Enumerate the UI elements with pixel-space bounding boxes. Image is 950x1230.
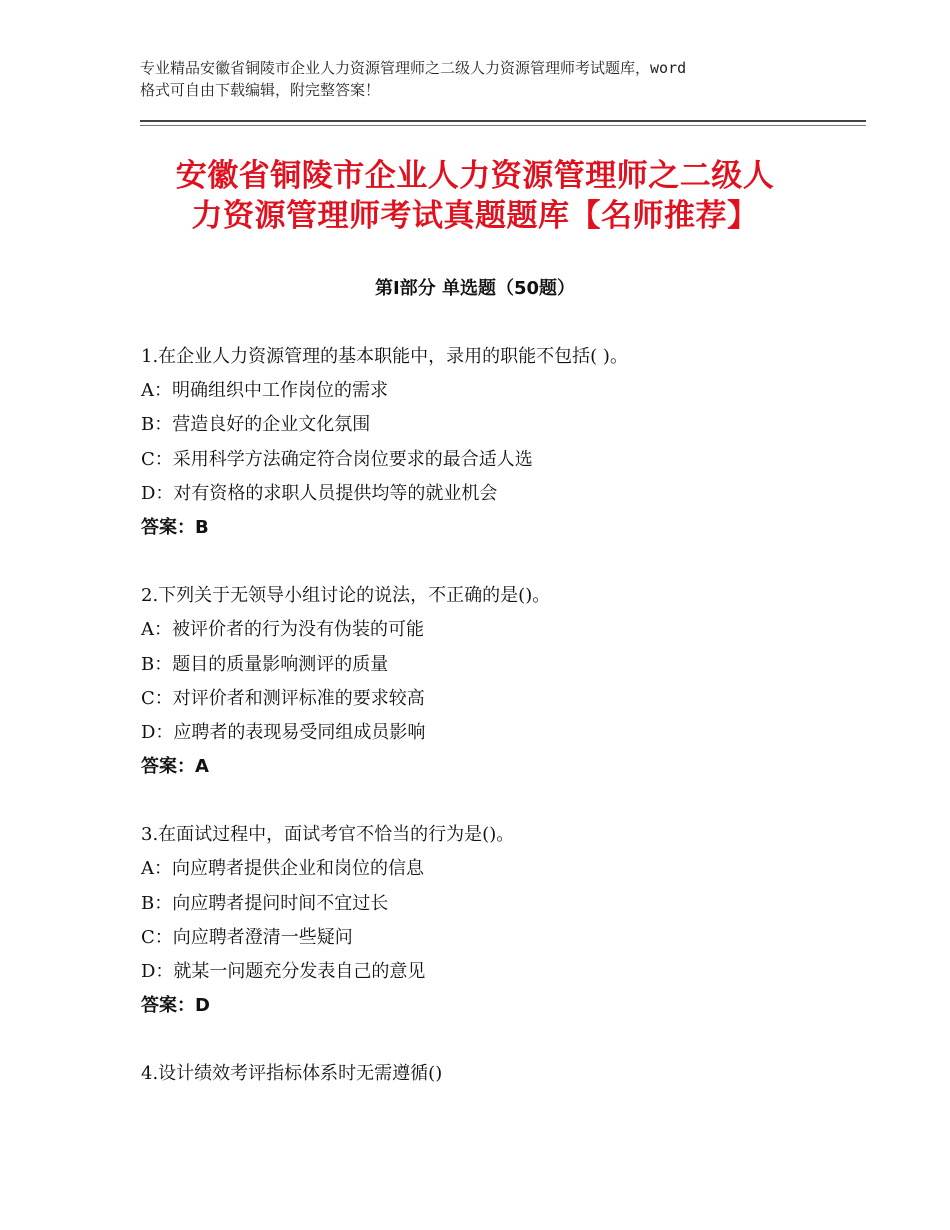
section-heading: 第Ⅰ部分 单选题（50题） — [374, 278, 575, 299]
question-stem: 4.设计绩效考评指标体系时无需遵循() — [141, 1063, 443, 1085]
option-c: C：采用科学方法确定符合岗位要求的最合适人选 — [141, 448, 533, 470]
answer: 答案：A — [141, 756, 209, 778]
question-list — [141, 340, 861, 1126]
question-stem: 2.下列关于无领导小组讨论的说法，不正确的是()。 — [141, 585, 551, 607]
option-a: A：被评价者的行为没有伪装的可能 — [141, 619, 424, 641]
document-title-line-2: 力资源管理师考试真题题库【名师推荐】 — [191, 198, 759, 234]
header-note-line-2: 格式可自由下载编辑，附完整答案！ — [140, 81, 381, 99]
question-1 — [141, 340, 861, 545]
option-b: B：题目的质量影响测评的质量 — [141, 653, 389, 675]
question-3 — [141, 818, 861, 1023]
option-d: D：应聘者的表现易受同组成员影响 — [141, 721, 426, 743]
option-b: B：向应聘者提问时间不宜过长 — [141, 892, 389, 914]
option-a: A：明确组织中工作岗位的需求 — [141, 380, 388, 402]
question-stem: 3.在面试过程中，面试考官不恰当的行为是()。 — [141, 824, 515, 846]
document-title-line-1: 安徽省铜陵市企业人力资源管理师之二级人 — [175, 158, 775, 194]
question-stem: 1.在企业人力资源管理的基本职能中，录用的职能不包括( )。 — [141, 346, 628, 367]
header-note-line-1: 专业精品安徽省铜陵市企业人力资源管理师之二级人力资源管理师考试题库，word — [140, 59, 687, 77]
option-a: A：向应聘者提供企业和岗位的信息 — [141, 858, 424, 880]
header-note — [140, 57, 840, 101]
option-d: D：就某一问题充分发表自己的意见 — [141, 961, 426, 982]
option-b: B：营造良好的企业文化氛围 — [141, 414, 371, 436]
option-c: C：对评价者和测评标准的要求较高 — [141, 687, 425, 709]
answer: 答案：D — [141, 995, 210, 1017]
option-c: C：向应聘者澄清一些疑问 — [141, 926, 353, 948]
header-divider-thick — [140, 120, 866, 122]
document-title — [100, 156, 850, 236]
answer: 答案：B — [141, 516, 209, 538]
header-divider-thin — [140, 125, 866, 126]
option-d: D：对有资格的求职人员提供均等的就业机会 — [141, 482, 498, 504]
question-4 — [141, 1057, 861, 1091]
question-2 — [141, 579, 861, 784]
